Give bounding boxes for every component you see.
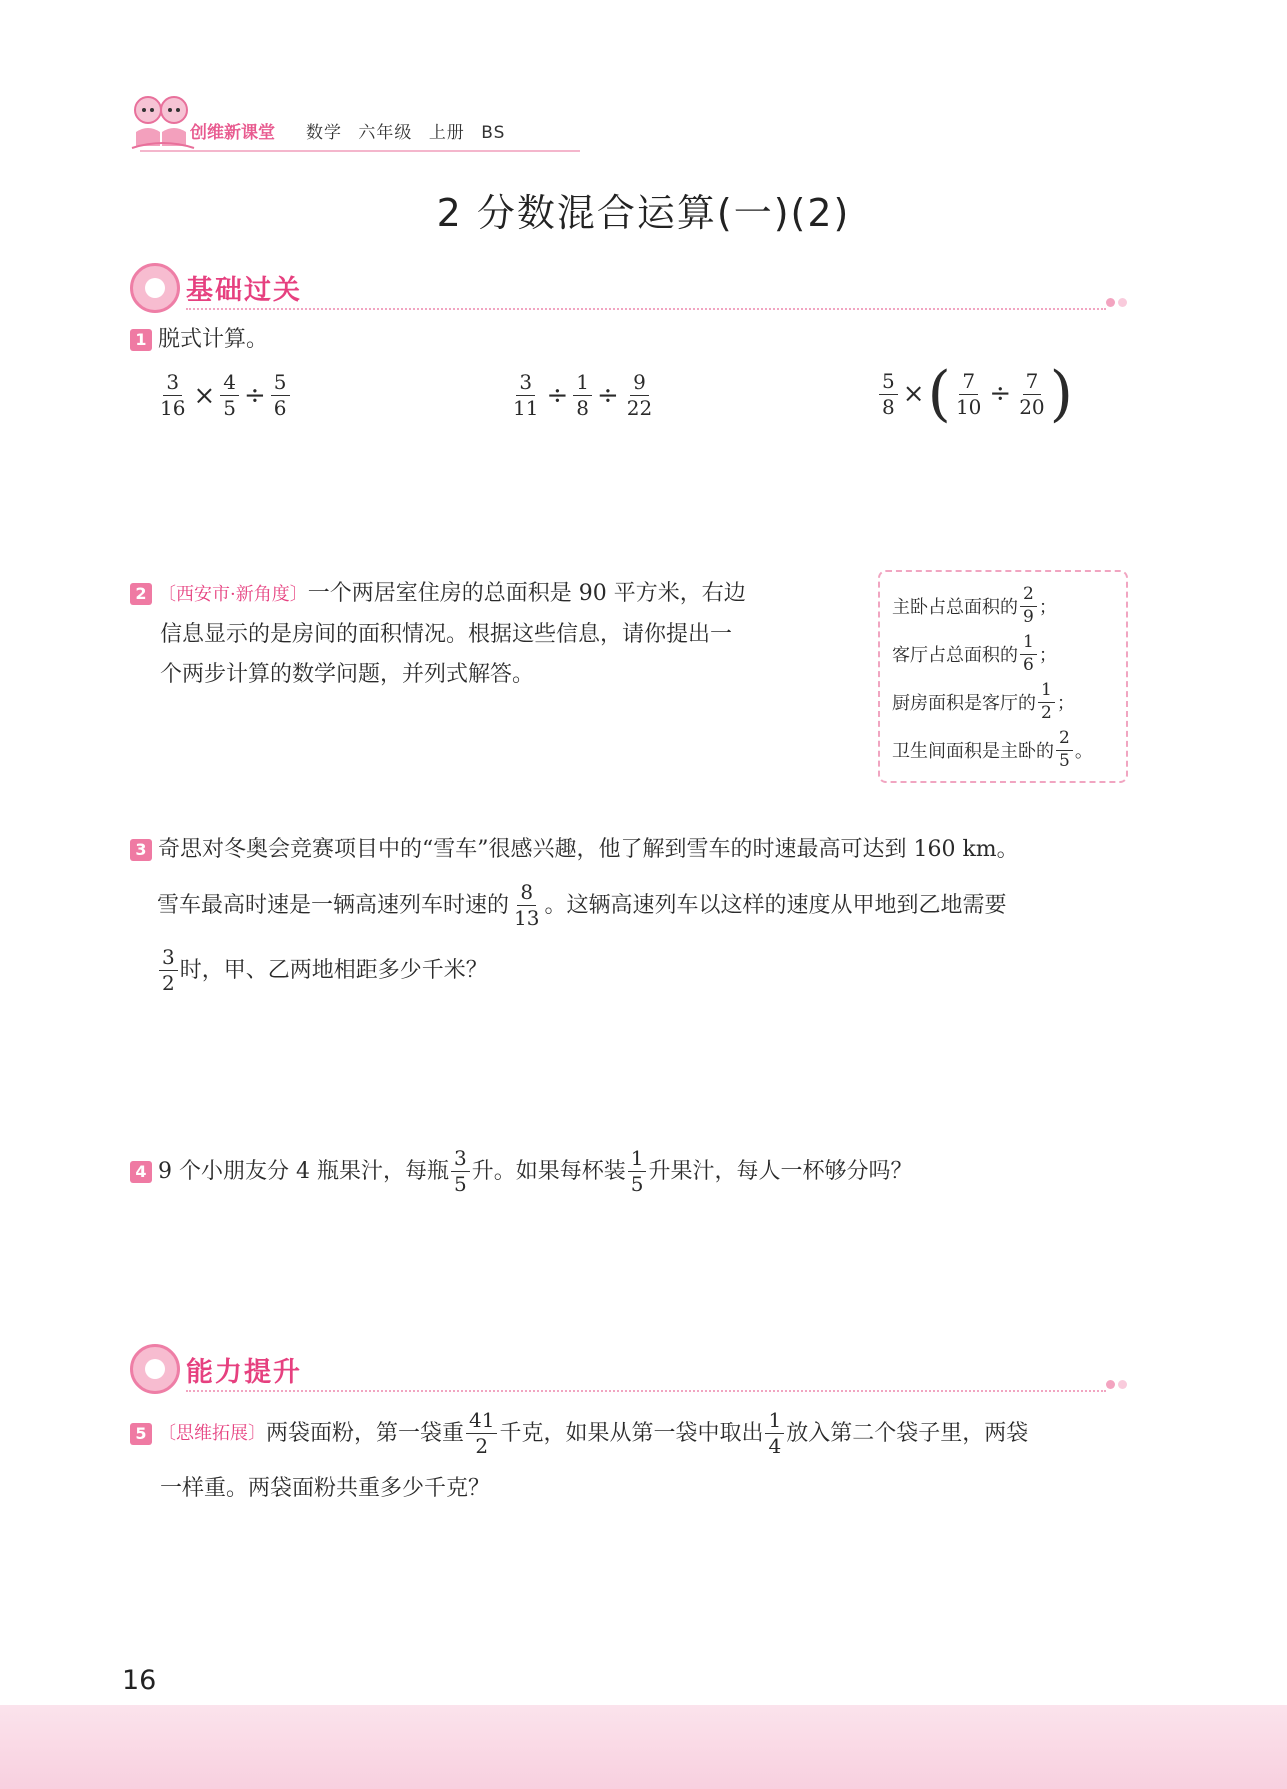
- fraction: $\frac{7}{20}$: [1019, 368, 1045, 419]
- question-text-c: 升果汁，每人一杯够分吗？: [648, 1158, 913, 1184]
- source-tag: 〔西安市·新角度〕: [158, 584, 308, 605]
- footer-band: [0, 1705, 1287, 1789]
- globe-icon: [130, 263, 180, 313]
- fraction: $\frac{3}{16}$: [160, 370, 186, 420]
- mascot-logo: [128, 88, 198, 154]
- subject-label: 数学: [306, 123, 342, 143]
- section-divider: [186, 1390, 1106, 1392]
- expression-2: [508, 372, 657, 419]
- left-paren: (: [927, 359, 951, 429]
- operator: ×: [902, 379, 925, 409]
- question-text-line-1: 一个两居室住房的总面积是 90 平方米，右边: [307, 581, 746, 606]
- question-number: 4: [130, 1161, 152, 1183]
- question-text-a: 9 个小朋友分 4 瓶果汁，每瓶: [158, 1158, 449, 1184]
- room-info-box: [878, 570, 1128, 783]
- question-text-line-2: 信息显示的是房间的面积情况。根据这些信息，请你提出一: [160, 622, 733, 647]
- question-text-c: 放入第二个袋子里，两袋: [786, 1420, 1029, 1446]
- question-1: [130, 320, 268, 360]
- fraction: $\frac{5}{8}$: [879, 371, 898, 418]
- section-divider: [186, 308, 1106, 310]
- fraction: $\frac{1}{5}$: [628, 1148, 647, 1195]
- question-text-line-2b: 。这辆高速列车以这样的速度从甲地到乙地需要: [544, 892, 1007, 918]
- chapter-title: 2 分数混合运算(一)(2): [436, 191, 851, 235]
- question-text-a: 两袋面粉，第一袋重: [266, 1420, 465, 1446]
- question-4: [130, 1148, 912, 1195]
- question-5: [130, 1410, 1140, 1509]
- source-tag: 〔思维拓展〕: [158, 1422, 266, 1444]
- operator: ÷: [546, 380, 569, 411]
- question-number: 1: [130, 329, 152, 351]
- question-text-b: 千克，如果从第一袋中取出: [499, 1420, 764, 1446]
- fraction: $\frac{7}{10}$: [955, 368, 982, 419]
- fraction: $\frac{9}{22}$: [626, 370, 653, 420]
- question-2: [130, 574, 850, 695]
- decorative-dots: [1106, 298, 1128, 308]
- question-text-line-1: 奇思对冬奥会竞赛项目中的“雪车”很感兴趣，他了解到雪车的时速最高可达到 160 km。: [158, 837, 1019, 862]
- fraction: $\frac{41}{2}$: [466, 1410, 497, 1457]
- info-row-kitchen: 厨房面积是客厅的 $\frac{1}{2}$ ；: [892, 679, 1075, 723]
- grade-label: 六年级: [358, 123, 413, 143]
- header-divider: [140, 150, 580, 152]
- question-text-line-3: 个两步计算的数学问题，并列式解答。: [160, 662, 535, 687]
- fraction: $\frac{3}{2}$: [159, 947, 178, 994]
- question-number: 5: [130, 1423, 152, 1445]
- question-text-line-3: 时，甲、乙两地相距多少千米？: [179, 957, 488, 983]
- fraction: $\frac{3}{11}$: [513, 370, 539, 420]
- fraction: $\frac{8}{13}$: [514, 880, 540, 930]
- operator: ÷: [989, 379, 1012, 409]
- volume-label: 上册: [428, 123, 465, 143]
- brand-name: 创维新课堂: [190, 123, 275, 143]
- operator: ÷: [596, 380, 619, 411]
- info-row-bedroom: 主卧占总面积的 $\frac{2}{9}$ ；: [892, 583, 1057, 627]
- edition-label: BS: [481, 123, 506, 143]
- question-text: 脱式计算。: [158, 327, 269, 352]
- fraction: $\frac{5}{6}$: [271, 372, 290, 419]
- thinking-kid-icon: [130, 1344, 180, 1394]
- expression-1: [155, 372, 292, 419]
- section-title-basic: 基础过关: [186, 275, 302, 306]
- decorative-dots: [1106, 1380, 1128, 1390]
- operator: ×: [193, 380, 216, 411]
- info-row-bathroom: 卫生间面积是主卧的 $\frac{2}{5}$ 。: [892, 727, 1093, 771]
- operator: ÷: [243, 380, 266, 411]
- info-row-living-room: 客厅占总面积的 $\frac{1}{6}$ ；: [892, 631, 1057, 675]
- fraction: $\frac{1}{8}$: [573, 372, 592, 419]
- page-number: 16: [122, 1665, 157, 1696]
- question-number: 2: [130, 583, 152, 605]
- question-text-line-2: 一样重。两袋面粉共重多少千克？: [160, 1476, 491, 1501]
- fraction: $\frac{4}{5}$: [220, 372, 239, 419]
- right-paren: ): [1049, 359, 1074, 429]
- book-series: [306, 118, 515, 143]
- question-number: 3: [130, 839, 152, 861]
- fraction: $\frac{1}{4}$: [765, 1410, 784, 1457]
- fraction: $\frac{3}{5}$: [451, 1148, 470, 1195]
- question-3: [130, 830, 1140, 994]
- expression-3: [877, 359, 1074, 429]
- question-text-line-2a: 雪车最高时速是一辆高速列车时速的: [157, 892, 510, 918]
- section-title-advanced: 能力提升: [186, 1357, 302, 1388]
- question-text-b: 升。如果每杯装: [471, 1158, 626, 1184]
